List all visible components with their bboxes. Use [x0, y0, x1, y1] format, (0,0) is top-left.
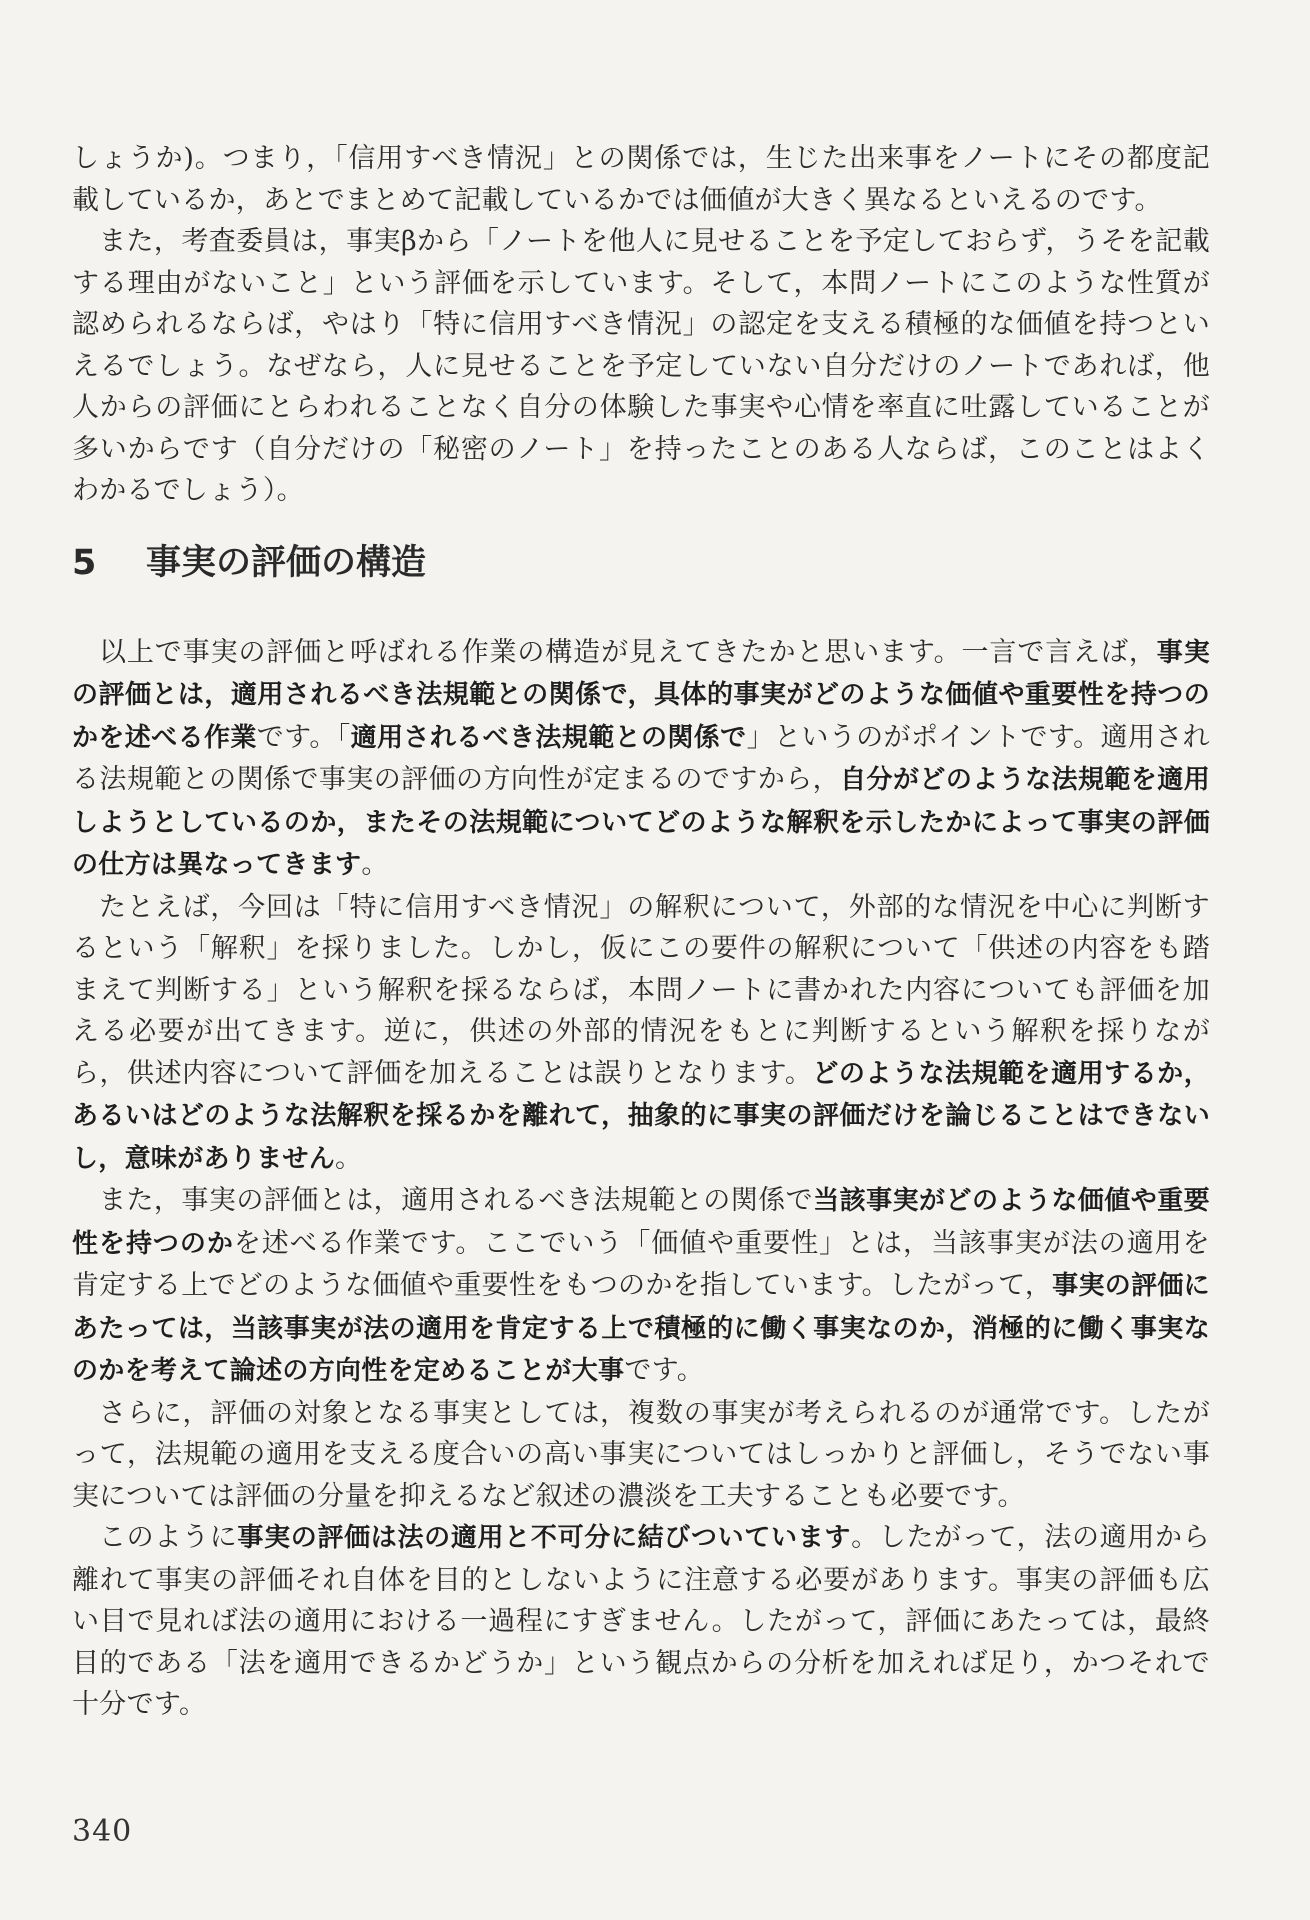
- text-run: このように: [99, 1522, 238, 1553]
- section-title: 事実の評価の構造: [146, 542, 427, 583]
- text-block-section: [72, 632, 1210, 1726]
- section-heading: [72, 538, 1210, 588]
- emphasized-text: どのような法規範を適用するか，あるいはどのような法解釈を採るかを離れて，抽象的に事実の評価だけを論じることはできないし，意味がありません: [72, 1058, 1210, 1174]
- paragraph: [72, 221, 1210, 512]
- emphasized-text: 適用されるべき法規範との関係で: [350, 722, 747, 753]
- paragraph: [72, 138, 1210, 221]
- emphasized-text: 事実の評価にあたっては，当該事実が法の適用を肯定する上で積極的に働く事実なのか，消極的に働く事実なのかを考えて論述の方向性を定めることが大事: [72, 1271, 1210, 1386]
- text-run: 」というのがポイントです。適用される法規範との関係で事実の評価の方向性が定まるのですから，: [72, 721, 1210, 795]
- text-run: です。「: [256, 721, 351, 753]
- text-run: また，事実の評価とは，適用されるべき法規範との関係で: [99, 1185, 814, 1216]
- text-run: を述べる作業です。ここでいう「価値や重要性」とは，当該事実が法の適用を肯定する上でどのような価値や重要性をもつのかを指しています。したがって，: [72, 1227, 1210, 1301]
- emphasized-text: 事実の評価は法の適用と不可分に結びついています: [237, 1523, 852, 1553]
- text-run: また，考査委員は，事実βから「ノートを他人に見せることを予定しておらず，うそを記載する理由がないこと」という評価を示しています。そして，本問ノートにこのような性質が認められるならば，やはり「特に信用すべき情況」の認定を支える積極的な価値を持つといえるでしょう。なぜなら，人に見せることを予定していない自分だけのノートであれば，他人からの評価にとらわれることなく自分の体験した事実や心情を率直に吐露していることが多いからです（自分だけの「秘密のノート」を持ったことのある人ならば，このことはよくわかるでしょう）。: [72, 226, 1210, 506]
- text-run: 。したがって，法の適用から離れて事実の評価それ自体を目的としないように注意する必要があります。事実の評価も広い目で見れば法の適用における一過程にすぎません。したがって，評価にあたっては，最終目的である「法を適用できるかどうか」という観点からの分析を加えれば足り，かつそれで十分です。: [72, 1522, 1211, 1720]
- page-number: 340: [72, 1814, 133, 1849]
- emphasized-text: 事実の評価とは，適用されるべき法規範との関係で，具体的事実がどのような価値や重要性を持つのかを述べる作業: [72, 637, 1210, 753]
- section-number: 5: [72, 542, 97, 583]
- paragraph: [72, 1517, 1210, 1726]
- text-run: 。: [361, 849, 389, 880]
- emphasized-text: 自分がどのような法規範を適用しようとしているのか，またその法規範についてどのような解釈を示したかによって事実の評価の仕方は異なってきます: [72, 765, 1211, 880]
- text-run: 以上で事実の評価と呼ばれる作業の構造が見えてきたかと思います。一言で言えば，: [99, 636, 1157, 668]
- page-content: [72, 138, 1210, 1726]
- paragraph: [72, 632, 1210, 887]
- text-run: 。: [335, 1142, 363, 1174]
- text-run: さらに，評価の対象となる事実としては，複数の事実が考えられるのが通常です。したがって，法規範の適用を支える度合いの高い事実についてはしっかりと評価し，そうでない事実については評価の分量を抑えるなど叙述の濃淡を工夫することも必要です。: [72, 1397, 1210, 1512]
- paragraph: [72, 887, 1210, 1181]
- text-run: です。: [624, 1355, 705, 1386]
- paragraph: [72, 1180, 1210, 1393]
- text-block-continued: [72, 138, 1210, 512]
- text-run: たとえば，今回は「特に信用すべき情況」の解釈について，外部的な情況を中心に判断するという「解釈」を採りました。しかし，仮にこの要件の解釈について「供述の内容をも踏まえて判断する」という解釈を採るならば，本問ノートに書かれた内容についても評価を加える必要が出てきます。逆に，供述の外部的情況をもとに判断するという解釈を採りながら，供述内容について評価を加えることは誤りとなります。: [72, 891, 1210, 1089]
- emphasized-text: 当該事実がどのような価値や重要性を持つのか: [72, 1186, 1210, 1259]
- text-run: しょうか)。つまり，「信用すべき情況」との関係では，生じた出来事をノートにその都度記載しているか，あとでまとめて記載しているかでは価値が大きく異なるといえるのです。: [72, 143, 1211, 216]
- paragraph: [72, 1393, 1210, 1518]
